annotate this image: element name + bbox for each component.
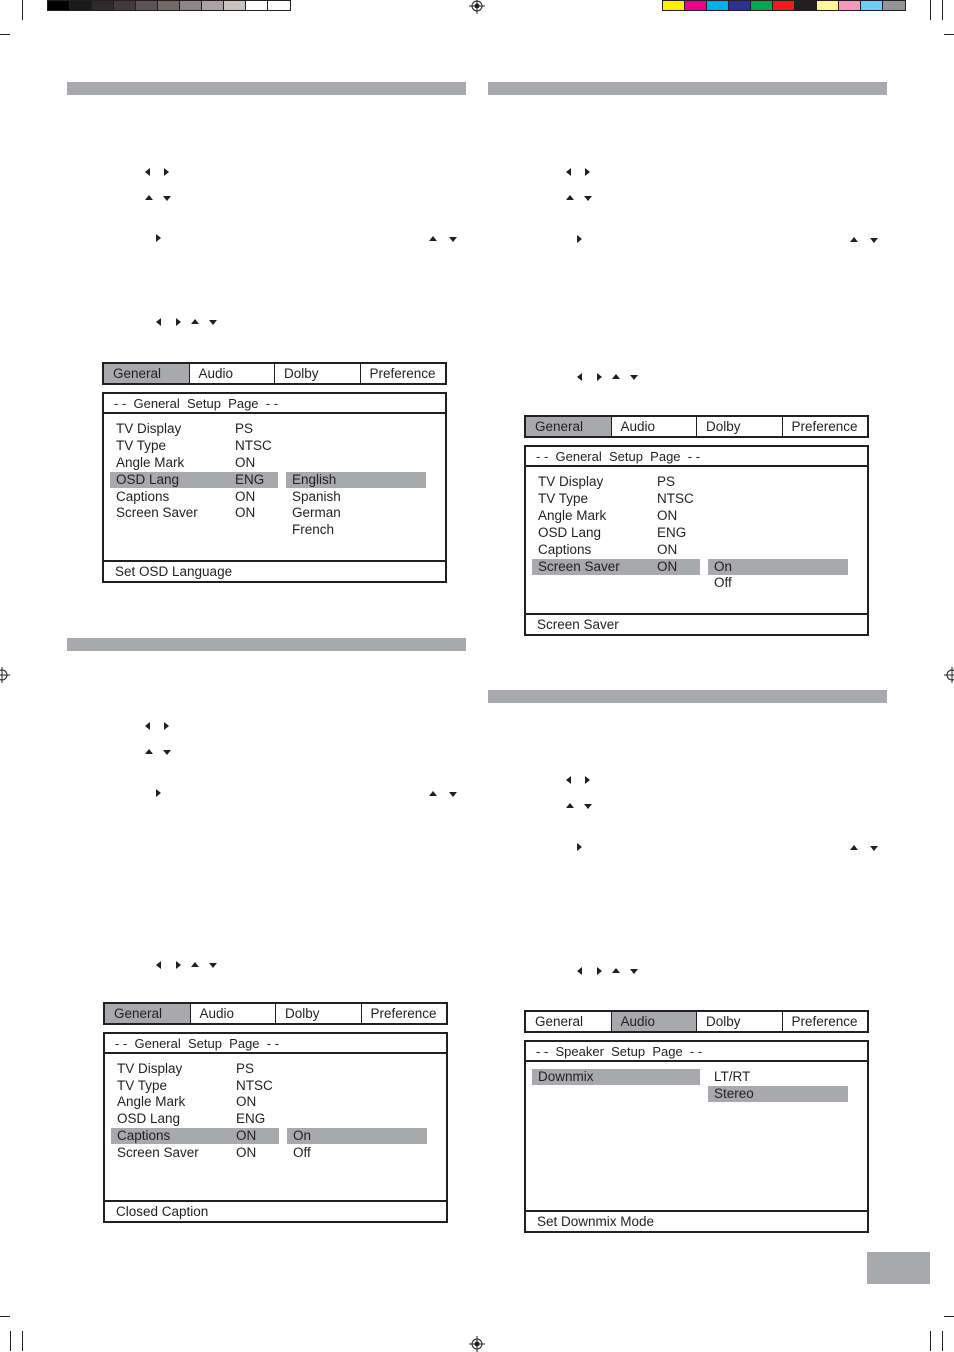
row-label: OSD Lang	[117, 1111, 181, 1126]
left-arrow-icon	[566, 776, 571, 784]
menu-row-tv-display[interactable]	[532, 474, 700, 490]
left-arrow-icon	[566, 168, 571, 176]
down-arrow-icon	[630, 375, 638, 380]
swatch	[860, 0, 883, 11]
up-arrow-icon	[850, 237, 858, 242]
crop-mark	[22, 0, 23, 20]
section-bar	[488, 690, 887, 703]
swatch	[69, 0, 92, 11]
tab-preference[interactable]: Preference	[361, 1004, 447, 1023]
swatch	[135, 0, 158, 11]
right-arrow-icon	[585, 168, 590, 176]
tab-dolby[interactable]: Dolby	[275, 1004, 361, 1023]
row-value: NTSC	[657, 491, 694, 506]
section-bar	[67, 82, 466, 95]
left-arrow-icon	[145, 168, 150, 176]
crop-mark	[930, 1331, 931, 1351]
option-on[interactable]	[287, 1128, 427, 1144]
page-header: - - General Setup Page - -	[105, 1034, 446, 1054]
row-label: OSD Lang	[538, 525, 602, 540]
up-arrow-icon	[566, 195, 574, 200]
swatch	[91, 0, 114, 11]
crop-mark	[0, 34, 10, 35]
row-value: PS	[235, 421, 254, 436]
row-value: ON	[657, 559, 678, 574]
crop-mark	[10, 1331, 11, 1351]
swatch	[245, 0, 268, 11]
menu-row-screen-saver[interactable]	[111, 1145, 279, 1161]
row-value: ENG	[235, 472, 265, 487]
up-arrow-icon	[191, 962, 199, 967]
option-english[interactable]	[286, 472, 426, 488]
registration-mark-icon	[944, 667, 954, 683]
swatch	[223, 0, 246, 11]
menu-tab-bar	[102, 362, 447, 385]
row-label: TV Type	[117, 1078, 168, 1093]
menu-row-tv-type[interactable]	[111, 1078, 279, 1094]
down-arrow-icon	[209, 963, 217, 968]
down-arrow-icon	[163, 196, 171, 201]
page-header: - - General Setup Page - -	[526, 447, 867, 467]
crop-mark	[930, 0, 931, 20]
right-arrow-icon	[597, 967, 602, 975]
option-label: English	[292, 472, 337, 487]
swatch	[113, 0, 136, 11]
option-label: On	[293, 1128, 312, 1143]
right-arrow-icon	[577, 843, 582, 851]
row-label: Captions	[538, 542, 592, 557]
menu-panel	[524, 1040, 869, 1233]
menu-row-osd-lang[interactable]	[110, 472, 278, 488]
row-label: Captions	[116, 489, 170, 504]
crop-mark	[22, 1331, 23, 1351]
row-value: ENG	[236, 1111, 266, 1126]
up-arrow-icon	[566, 803, 574, 808]
tab-general[interactable]: General	[105, 1004, 190, 1023]
down-arrow-icon	[870, 846, 878, 851]
swatch	[794, 0, 817, 11]
tab-audio[interactable]: Audio	[189, 364, 275, 383]
left-arrow-icon	[577, 373, 582, 381]
swatch	[201, 0, 224, 11]
row-value: ON	[235, 455, 256, 470]
row-value: ON	[236, 1128, 257, 1143]
crop-mark	[944, 34, 954, 35]
row-value: ON	[235, 505, 256, 520]
up-arrow-icon	[429, 791, 437, 796]
row-label: Angle Mark	[116, 455, 185, 470]
swatch	[47, 0, 70, 11]
row-value: ON	[657, 542, 678, 557]
section-bar	[488, 82, 887, 95]
registration-mark-icon	[469, 0, 485, 14]
crop-mark	[0, 1316, 10, 1317]
menu-row-downmix[interactable]	[532, 1069, 700, 1085]
row-label: OSD Lang	[116, 472, 180, 487]
row-label: Screen Saver	[538, 559, 620, 574]
right-arrow-icon	[156, 789, 161, 797]
right-arrow-icon	[156, 234, 161, 242]
menu-row-tv-type[interactable]	[532, 491, 700, 507]
row-label: Screen Saver	[116, 505, 198, 520]
tab-preference[interactable]: Preference	[782, 1012, 868, 1031]
tab-general[interactable]: General	[526, 417, 611, 436]
menu-tab-bar	[524, 1010, 869, 1033]
crop-mark	[944, 1316, 954, 1317]
tab-audio[interactable]: Audio	[611, 1012, 697, 1031]
down-arrow-icon	[209, 320, 217, 325]
section-bar	[67, 638, 466, 651]
option-label: Spanish	[292, 489, 341, 504]
right-arrow-icon	[577, 235, 582, 243]
swatch	[706, 0, 729, 11]
right-arrow-icon	[597, 373, 602, 381]
option-label: Off	[714, 575, 732, 590]
row-label: Screen Saver	[117, 1145, 199, 1160]
swatch	[662, 0, 685, 11]
row-value: NTSC	[236, 1078, 273, 1093]
option-spanish[interactable]	[286, 489, 426, 505]
status-footer: Set Downmix Mode	[526, 1210, 867, 1231]
option-stereo[interactable]	[708, 1086, 848, 1102]
tab-dolby[interactable]: Dolby	[696, 1012, 782, 1031]
menu-row-osd-lang[interactable]	[111, 1111, 279, 1127]
menu-row-tv-display[interactable]	[110, 421, 278, 437]
crop-mark	[942, 0, 943, 20]
option-german[interactable]	[286, 505, 426, 521]
row-label: TV Display	[117, 1061, 183, 1076]
menu-row-screen-saver[interactable]	[110, 505, 278, 521]
option-label: On	[714, 559, 733, 574]
swatch	[816, 0, 839, 11]
option-off[interactable]	[708, 575, 848, 591]
swatch	[179, 0, 202, 11]
right-arrow-icon	[164, 168, 169, 176]
up-arrow-icon	[429, 236, 437, 241]
tab-audio[interactable]: Audio	[611, 417, 697, 436]
down-arrow-icon	[584, 196, 592, 201]
tab-dolby[interactable]: Dolby	[696, 417, 782, 436]
swatch	[882, 0, 906, 11]
menu-panel	[103, 1032, 448, 1223]
option-label: French	[292, 522, 335, 537]
status-footer: Set OSD Language	[104, 560, 445, 581]
row-label: Angle Mark	[117, 1094, 186, 1109]
status-footer: Closed Caption	[105, 1200, 446, 1221]
row-label: Angle Mark	[538, 508, 607, 523]
left-arrow-icon	[577, 967, 582, 975]
row-value: ON	[657, 508, 678, 523]
up-arrow-icon	[145, 749, 153, 754]
up-arrow-icon	[612, 968, 620, 973]
left-arrow-icon	[145, 722, 150, 730]
tab-general[interactable]: General	[535, 1014, 584, 1029]
menu-row-angle-mark[interactable]	[110, 455, 278, 471]
tab-general[interactable]: General	[104, 364, 189, 383]
menu-row-tv-display[interactable]	[111, 1061, 279, 1077]
menu-row-screen-saver[interactable]	[532, 559, 700, 575]
swatch	[838, 0, 861, 11]
down-arrow-icon	[584, 804, 592, 809]
row-value: ON	[235, 489, 256, 504]
right-arrow-icon	[176, 318, 181, 326]
crop-mark	[942, 1331, 943, 1351]
page-header: - - Speaker Setup Page - -	[526, 1042, 867, 1062]
down-arrow-icon	[449, 792, 457, 797]
right-arrow-icon	[176, 961, 181, 969]
menu-row-captions[interactable]	[110, 489, 278, 505]
option-french[interactable]	[286, 522, 426, 538]
menu-panel	[102, 392, 447, 583]
tab-audio[interactable]: Audio	[190, 1004, 276, 1023]
option-label: LT/RT	[714, 1069, 751, 1084]
up-arrow-icon	[191, 319, 199, 324]
status-footer: Screen Saver	[526, 613, 867, 634]
left-arrow-icon	[156, 961, 161, 969]
row-value: PS	[657, 474, 676, 489]
option-label: German	[292, 505, 341, 520]
right-arrow-icon	[164, 722, 169, 730]
tab-preference[interactable]: Preference	[782, 417, 868, 436]
menu-tab-bar	[103, 1002, 448, 1025]
down-arrow-icon	[449, 237, 457, 242]
up-arrow-icon	[850, 845, 858, 850]
down-arrow-icon	[163, 750, 171, 755]
option-off[interactable]	[287, 1145, 427, 1161]
option-label: Stereo	[714, 1086, 754, 1101]
row-value: ON	[236, 1145, 257, 1160]
row-value: ENG	[657, 525, 687, 540]
swatch	[684, 0, 707, 11]
option-on[interactable]	[708, 559, 848, 575]
row-label: TV Type	[116, 438, 167, 453]
down-arrow-icon	[870, 238, 878, 243]
tab-preference[interactable]: Preference	[360, 364, 446, 383]
row-label: TV Display	[116, 421, 182, 436]
swatch	[267, 0, 291, 11]
menu-tab-bar	[524, 415, 869, 438]
row-value: NTSC	[235, 438, 272, 453]
tab-dolby[interactable]: Dolby	[274, 364, 360, 383]
row-label: TV Display	[538, 474, 604, 489]
swatch	[157, 0, 180, 11]
page-header: - - General Setup Page - -	[104, 394, 445, 414]
left-arrow-icon	[156, 318, 161, 326]
registration-mark-icon	[469, 1336, 485, 1352]
option-label: Off	[293, 1145, 311, 1160]
page-number-tab	[867, 1252, 930, 1284]
swatch	[750, 0, 773, 11]
swatch	[728, 0, 751, 11]
swatch	[772, 0, 795, 11]
menu-row-captions[interactable]	[111, 1128, 279, 1144]
option-lt-rt[interactable]	[708, 1069, 848, 1085]
menu-row-angle-mark[interactable]	[532, 508, 700, 524]
row-label: Captions	[117, 1128, 171, 1143]
row-value: ON	[236, 1094, 257, 1109]
menu-row-osd-lang[interactable]	[532, 525, 700, 541]
menu-row-angle-mark[interactable]	[111, 1094, 279, 1110]
row-label: TV Type	[538, 491, 589, 506]
menu-row-tv-type[interactable]	[110, 438, 278, 454]
registration-mark-icon	[0, 667, 10, 683]
menu-panel	[524, 445, 869, 636]
up-arrow-icon	[145, 195, 153, 200]
row-label: Downmix	[538, 1069, 594, 1084]
menu-row-captions[interactable]	[532, 542, 700, 558]
down-arrow-icon	[630, 969, 638, 974]
up-arrow-icon	[612, 374, 620, 379]
right-arrow-icon	[585, 776, 590, 784]
row-value: PS	[236, 1061, 255, 1076]
